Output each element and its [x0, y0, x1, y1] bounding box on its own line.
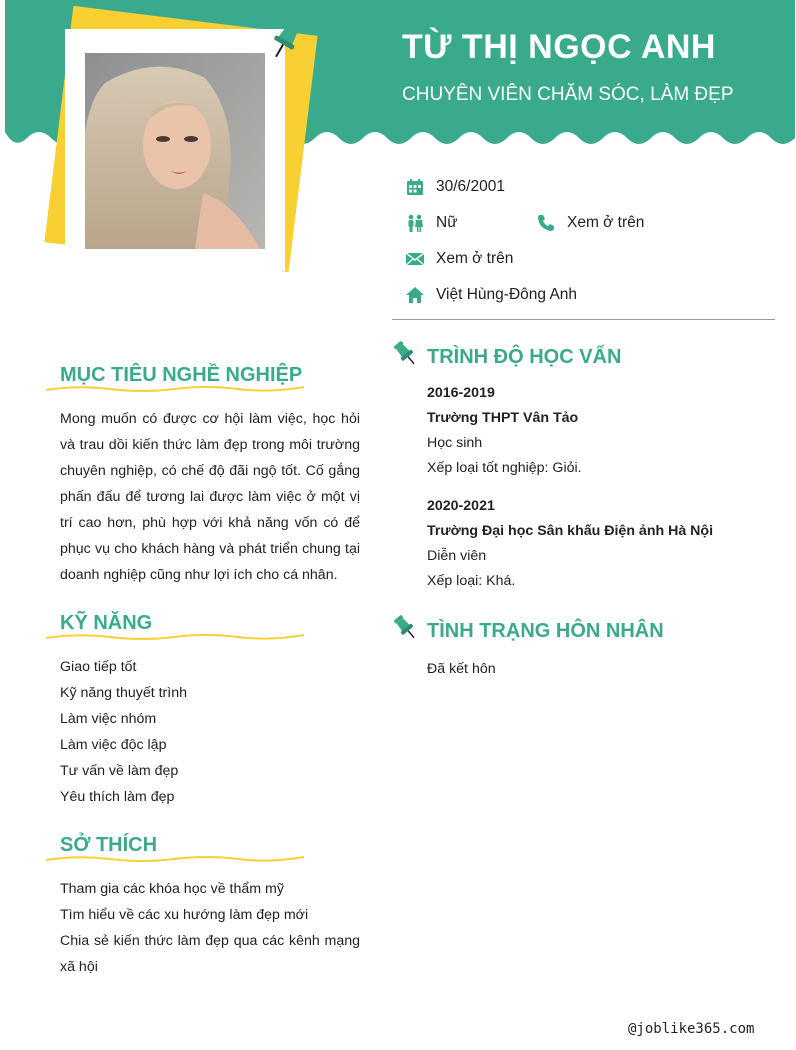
pushpin-icon [392, 613, 418, 641]
address-row [406, 286, 577, 304]
education-role: Diễn viên [427, 548, 487, 564]
list-item: Làm việc độc lập [60, 737, 167, 753]
list-item: Giao tiếp tốt [60, 659, 137, 675]
education-entry [427, 381, 582, 481]
pushpin-icon [392, 339, 418, 367]
marital-section [427, 657, 496, 682]
birthday-value: 30/6/2001 [436, 178, 505, 195]
hobbies-heading: SỞ THÍCH [60, 834, 158, 856]
education-grade: Xếp loại: Khá. [427, 573, 516, 589]
list-item: Tham gia các khóa học về thẩm mỹ [60, 881, 284, 897]
phone-row [537, 214, 644, 232]
job-title: CHUYÊN VIÊN CHĂM SÓC, LÀM ĐẸP [402, 84, 734, 105]
education-years: 2020-2021 [427, 498, 495, 514]
list-item: Chia sẻ kiến thức làm đẹp qua các kênh mạng xã hội [60, 933, 360, 975]
objective-text: Mong muốn có được cơ hội làm việc, học hỏi và trau dồi kiến thức làm đẹp trong môi trường chuyên nghiệp, có chế độ đãi ngộ tốt. Cố gắng phấn đấu để tương lai được làm việc ở một vị trí cao hơn, phù hợp với khả năng vốn có để phục vụ cho khách hàng và phát triển chung tại doanh nghiệp cũng như lợi ích cho cá nhân. [60, 411, 360, 583]
contact-divider [392, 319, 775, 320]
education-grade: Xếp loại tốt nghiệp: Giỏi. [427, 460, 582, 476]
list-item: Yêu thích làm đẹp [60, 789, 175, 805]
pushpin-icon [268, 16, 308, 60]
education-entry [427, 494, 713, 594]
skills-heading: KỸ NĂNG [60, 612, 153, 634]
hobbies-list [60, 876, 360, 980]
mail-icon [406, 250, 424, 268]
heading-underline [46, 854, 304, 864]
heading-underline [46, 632, 304, 642]
objective-heading: MỤC TIÊU NGHỀ NGHIỆP [60, 364, 303, 386]
education-role: Học sinh [427, 435, 483, 451]
birthday-row [406, 178, 505, 196]
list-item: Tìm hiểu về các xu hướng làm đẹp mới [60, 907, 309, 923]
address-value: Việt Hùng-Đông Anh [436, 286, 578, 303]
heading-underline [46, 384, 304, 394]
education-school: Trường Đại học Sân khấu Điện ảnh Hà Nội [427, 523, 714, 539]
list-item: Kỹ năng thuyết trình [60, 685, 187, 701]
education-years: 2016-2019 [427, 385, 495, 401]
gender-value: Nữ [436, 214, 458, 231]
education-school: Trường THPT Vân Tảo [427, 410, 579, 426]
phone-icon [537, 214, 555, 232]
list-item: Làm việc nhóm [60, 711, 157, 727]
marital-heading: TÌNH TRẠNG HÔN NHÂN [427, 620, 664, 642]
email-row [406, 250, 513, 268]
calendar-icon [406, 178, 424, 196]
profile-photo [85, 53, 265, 249]
marital-status: Đã kết hôn [427, 661, 496, 677]
home-icon [406, 286, 424, 304]
email-value: Xem ở trên [436, 250, 514, 267]
gender-icon [406, 214, 424, 232]
candidate-name: TỪ THỊ NGỌC ANH [402, 28, 716, 66]
gender-row [406, 214, 458, 232]
footer-watermark: @joblike365.com [628, 1021, 755, 1037]
phone-value: Xem ở trên [567, 214, 645, 231]
skills-list [60, 654, 360, 810]
education-heading: TRÌNH ĐỘ HỌC VẤN [427, 346, 622, 368]
list-item: Tư vấn về làm đẹp [60, 763, 179, 779]
